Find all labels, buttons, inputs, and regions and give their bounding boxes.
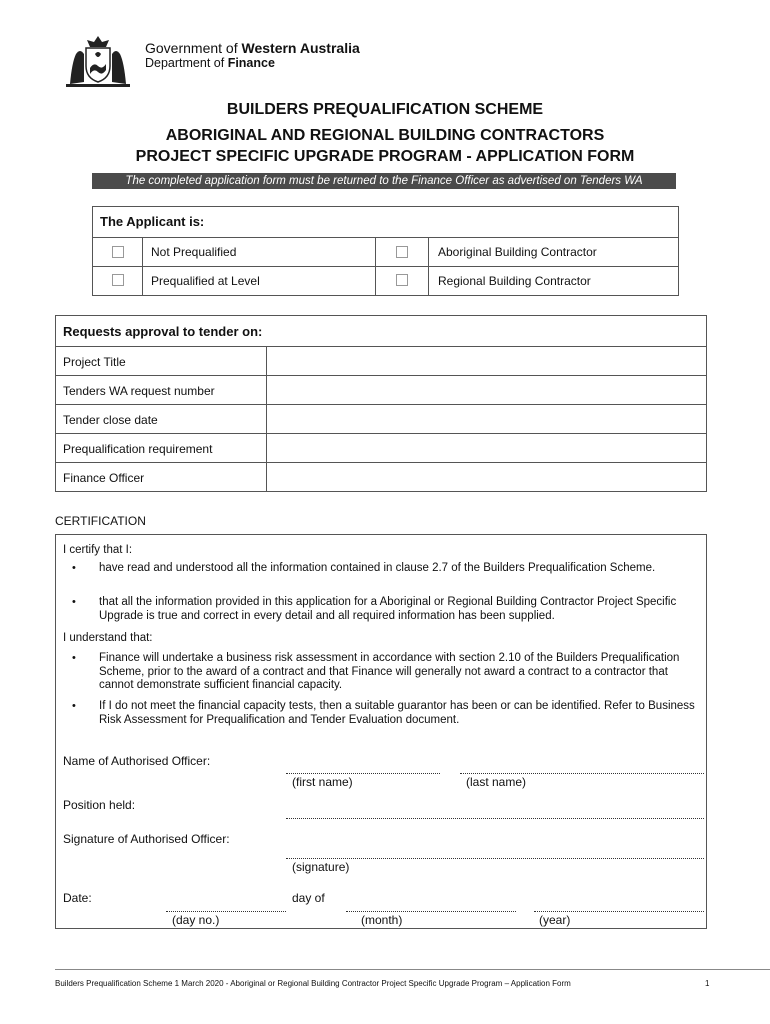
table-row xyxy=(56,463,706,492)
position-label: Position held: xyxy=(63,798,136,812)
tender-request-table xyxy=(55,315,707,492)
first-name-field[interactable] xyxy=(286,773,440,774)
last-name-hint: (last name) xyxy=(466,775,527,789)
certify-item: that all the information provided in this application for a Aboriginal or Regional Building Contractor Project Specific Upgrade is true and correct in every detail and all required information has been supplied. xyxy=(99,596,677,622)
government-name: Government of Western Australia xyxy=(145,40,360,56)
table-row xyxy=(56,405,706,434)
applicant-table xyxy=(92,206,679,296)
page-number: 1 xyxy=(705,979,710,988)
signature-field[interactable] xyxy=(286,858,704,859)
month-hint: (month) xyxy=(361,913,403,927)
prequalified-level-checkbox[interactable] xyxy=(112,274,124,286)
name-label: Name of Authorised Officer: xyxy=(63,754,211,768)
request-number-label: Tenders WA request number xyxy=(63,384,215,398)
signature-hint: (signature) xyxy=(292,860,350,874)
month-field[interactable] xyxy=(346,911,516,912)
table-row xyxy=(56,347,706,376)
tender-request-heading: Requests approval to tender on: xyxy=(56,316,706,347)
aboriginal-contractor-checkbox[interactable] xyxy=(396,246,408,258)
table-row xyxy=(56,376,706,405)
position-field[interactable] xyxy=(286,818,704,819)
day-of-label: day of xyxy=(292,891,325,905)
not-prequalified-checkbox[interactable] xyxy=(112,246,124,258)
certify-intro: I certify that I: xyxy=(63,544,133,556)
bullet-icon: • xyxy=(72,700,76,712)
instruction-banner: The completed application form must be returned to the Finance Officer as advertised on Tenders WA xyxy=(92,173,676,189)
prequal-requirement-label: Prequalification requirement xyxy=(63,442,213,456)
footer-divider xyxy=(55,969,770,970)
date-label: Date: xyxy=(63,891,92,905)
aboriginal-contractor-label: Aboriginal Building Contractor xyxy=(438,245,597,259)
department-name: Department of Finance xyxy=(145,56,275,70)
project-title-label: Project Title xyxy=(63,355,126,369)
understand-item: If I do not meet the financial capacity tests, then a suitable guarantor has been or can be identified. Refer to Business Risk Assessment for Prequalification and Tender Evaluation document. xyxy=(99,700,695,726)
applicant-heading: The Applicant is: xyxy=(93,207,678,238)
bullet-icon: • xyxy=(72,562,76,574)
day-hint: (day no.) xyxy=(172,913,220,927)
year-hint: (year) xyxy=(539,913,571,927)
prequalified-level-label: Prequalified at Level xyxy=(151,274,260,288)
signature-label: Signature of Authorised Officer: xyxy=(63,832,230,846)
certification-heading: CERTIFICATION xyxy=(55,514,146,528)
scheme-title: BUILDERS PREQUALIFICATION SCHEME xyxy=(226,101,544,118)
bullet-icon: • xyxy=(72,652,76,664)
year-field[interactable] xyxy=(534,911,704,912)
day-field[interactable] xyxy=(166,911,286,912)
form-title-line2: PROJECT SPECIFIC UPGRADE PROGRAM - APPLICATION FORM xyxy=(135,148,635,165)
regional-contractor-label: Regional Building Contractor xyxy=(438,274,591,288)
first-name-hint: (first name) xyxy=(292,775,353,789)
close-date-label: Tender close date xyxy=(63,413,158,427)
regional-contractor-checkbox[interactable] xyxy=(396,274,408,286)
last-name-field[interactable] xyxy=(460,773,704,774)
not-prequalified-label: Not Prequalified xyxy=(151,245,237,259)
table-row xyxy=(56,434,706,463)
certification-box xyxy=(55,534,707,929)
understand-item: Finance will undertake a business risk assessment in accordance with section 2.10 of the Builders Prequalification Scheme, prior to the award of a contract and that Finance will generally not award a contract to a contractor that cannot demonstrate sufficient financial capacity. xyxy=(99,652,680,691)
footer-text: Builders Prequalification Scheme 1 March 2020 - Aboriginal or Regional Building Contractor Project Specific Upgrade Program – Application Form xyxy=(55,979,571,988)
applicant-row xyxy=(93,238,678,267)
form-title-line1: ABORIGINAL AND REGIONAL BUILDING CONTRACTORS xyxy=(165,127,605,144)
wa-crest-logo xyxy=(62,32,134,90)
certify-item: have read and understood all the information contained in clause 2.7 of the Builders Prequalification Scheme. xyxy=(99,562,656,574)
understand-intro: I understand that: xyxy=(63,632,153,644)
applicant-row xyxy=(93,267,678,296)
finance-officer-label: Finance Officer xyxy=(63,471,145,485)
bullet-icon: • xyxy=(72,596,76,608)
